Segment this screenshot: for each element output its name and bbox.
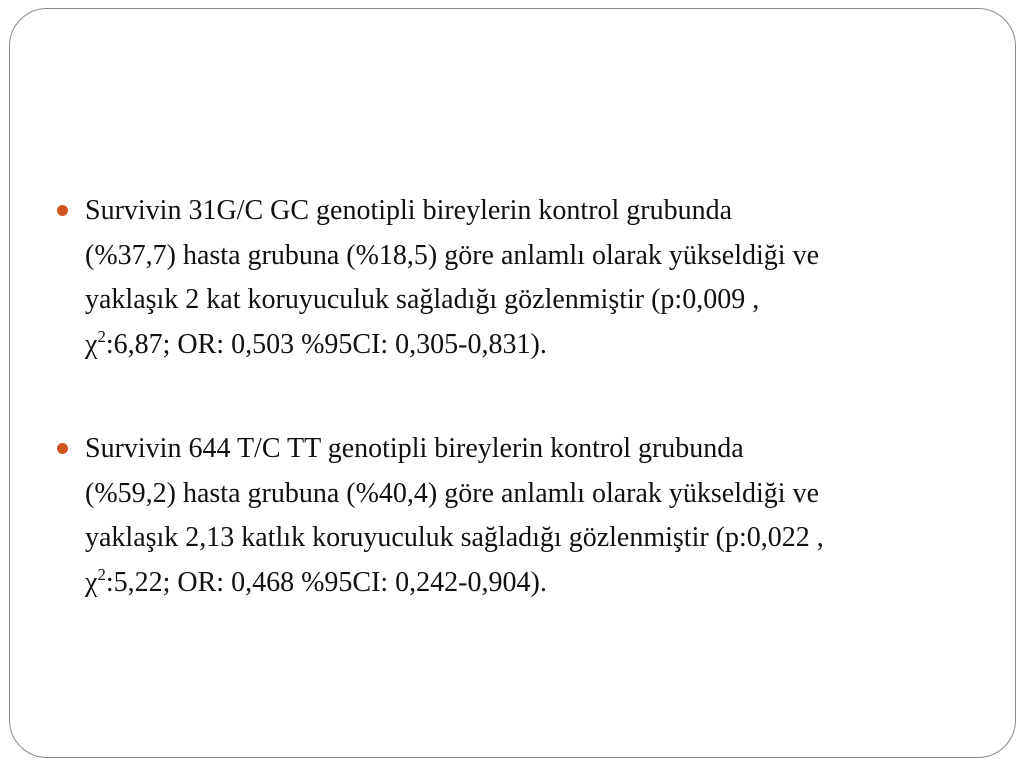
bullet-line: Survivin 644 T/C TT genotipli bireylerin kontrol grubunda (85, 433, 744, 464)
bullet-line: Survivin 31G/C GC genotipli bireylerin kontrol grubunda (85, 195, 733, 226)
chi-superscript: 2 (97, 564, 106, 584)
chi-symbol: χ (85, 566, 98, 598)
bullet-item-survivin-644tc (57, 427, 977, 605)
chi-superscript: 2 (97, 326, 106, 346)
bullet-line: (%37,7) hasta grubuna (%18,5) göre anlamlı olarak yükseldiği ve (85, 239, 820, 271)
bullet-list (57, 189, 977, 665)
bullet-dot-icon (57, 205, 68, 216)
chi-symbol: χ (85, 328, 98, 360)
bullet-item-survivin-31gc (57, 189, 977, 367)
bullet-line: yaklaşık 2,13 katlık koruyuculuk sağladığı gözlenmiştir (p:0,022 , (85, 522, 824, 553)
stats-text: :6,87; OR: 0,503 %95CI: 0,305-0,831). (105, 328, 547, 360)
bullet-line: (%59,2) hasta grubuna (%40,4) göre anlamlı olarak yükseldiği ve (85, 477, 820, 509)
bullet-line: yaklaşık 2 kat koruyuculuk sağladığı gözlenmiştir (p:0,009 , (85, 284, 760, 315)
stats-text: :5,22; OR: 0,468 %95CI: 0,242-0,904). (105, 566, 547, 598)
bullet-line-stats (85, 561, 977, 606)
bullet-line-stats (85, 323, 977, 368)
bullet-dot-icon (57, 443, 68, 454)
